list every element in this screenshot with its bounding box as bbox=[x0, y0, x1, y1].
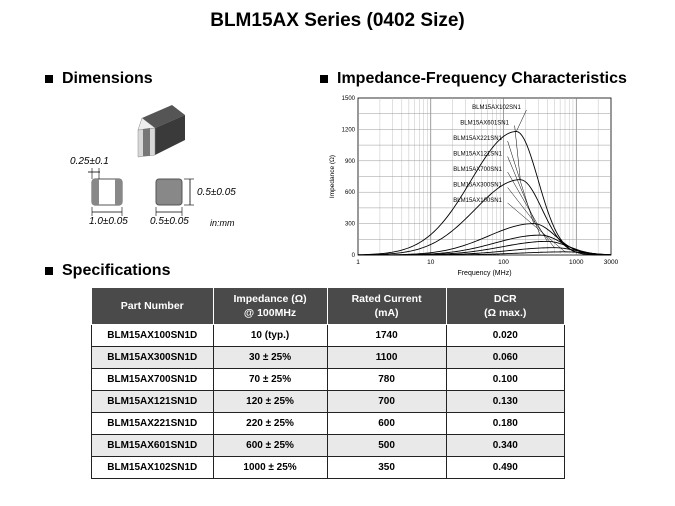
cell-impedance: 220 ± 25% bbox=[213, 413, 327, 435]
section-specifications bbox=[45, 262, 170, 280]
dimensions-drawing bbox=[60, 100, 260, 250]
bullet-square-icon bbox=[320, 75, 328, 83]
cell-part-number: BLM15AX121SN1D bbox=[92, 391, 214, 413]
header-impedance: Impedance (Ω) @ 100MHz bbox=[213, 288, 327, 325]
table-header-row bbox=[92, 288, 565, 325]
chart-y-tick-label: 600 bbox=[344, 190, 355, 197]
header-dcr: DCR (Ω max.) bbox=[446, 288, 564, 325]
cell-dcr: 0.020 bbox=[446, 325, 564, 347]
table-row bbox=[92, 435, 565, 457]
bullet-square-icon bbox=[45, 267, 53, 275]
cell-part-number: BLM15AX700SN1D bbox=[92, 369, 214, 391]
chart-series-label: BLM15AX221SN1 bbox=[453, 136, 502, 142]
chip-3d-icon bbox=[138, 105, 185, 157]
header-rated-current: Rated Current (mA) bbox=[327, 288, 446, 325]
cell-rated-current: 350 bbox=[327, 457, 446, 479]
table-row bbox=[92, 457, 565, 479]
cell-part-number: BLM15AX601SN1D bbox=[92, 435, 214, 457]
chart-y-tick-label: 900 bbox=[344, 158, 355, 165]
cell-impedance: 70 ± 25% bbox=[213, 369, 327, 391]
section-dimensions-label: Dimensions bbox=[62, 70, 153, 87]
cell-rated-current: 1100 bbox=[327, 347, 446, 369]
cell-rated-current: 700 bbox=[327, 391, 446, 413]
dim-length-label: 1.0±0.05 bbox=[89, 216, 128, 227]
chart-y-tick-label: 0 bbox=[351, 253, 355, 259]
dim-height-label: 0.5±0.05 bbox=[197, 187, 236, 198]
cell-part-number: BLM15AX100SN1D bbox=[92, 325, 214, 347]
dim-width-label: 0.5±0.05 bbox=[150, 216, 189, 227]
section-specifications-label: Specifications bbox=[62, 262, 171, 279]
table-row bbox=[92, 325, 565, 347]
cell-part-number: BLM15AX102SN1D bbox=[92, 457, 214, 479]
table-row bbox=[92, 369, 565, 391]
cell-impedance: 10 (typ.) bbox=[213, 325, 327, 347]
cell-rated-current: 600 bbox=[327, 413, 446, 435]
cell-rated-current: 500 bbox=[327, 435, 446, 457]
page-title: BLM15AX Series (0402 Size) bbox=[210, 10, 465, 31]
header-part-number: Part Number bbox=[92, 288, 214, 325]
chart-x-tick-label: 3000 bbox=[603, 259, 619, 266]
cell-dcr: 0.100 bbox=[446, 369, 564, 391]
cell-part-number: BLM15AX300SN1D bbox=[92, 347, 214, 369]
cell-dcr: 0.130 bbox=[446, 391, 564, 413]
chart-series-label: BLM15AX100SN1 bbox=[453, 198, 502, 204]
dim-gap-label: 0.25±0.1 bbox=[70, 156, 109, 167]
table-row bbox=[92, 413, 565, 435]
chip-end-view bbox=[156, 179, 182, 205]
chart-y-axis-label: Impedance (Ω) bbox=[329, 154, 336, 199]
chart-x-tick-label: 100 bbox=[498, 259, 509, 266]
cell-dcr: 0.180 bbox=[446, 413, 564, 435]
table-row bbox=[92, 391, 565, 413]
chart-x-tick-label: 1 bbox=[356, 259, 360, 266]
cell-rated-current: 780 bbox=[327, 369, 446, 391]
cell-impedance: 120 ± 25% bbox=[213, 391, 327, 413]
chart-x-tick-label: 1000 bbox=[569, 259, 584, 266]
dim-unit-label: in:mm bbox=[210, 218, 235, 228]
chart-series-label: BLM15AX300SN1 bbox=[453, 182, 502, 189]
cell-dcr: 0.060 bbox=[446, 347, 564, 369]
chart-series-label: BLM15AX102SN1 bbox=[472, 105, 521, 111]
chart-y-tick-label: 1200 bbox=[341, 127, 355, 134]
chart-y-tick-label: 1500 bbox=[341, 96, 355, 102]
chip-side-view bbox=[92, 179, 122, 205]
chart-x-tick-label: 10 bbox=[427, 259, 435, 266]
cell-dcr: 0.490 bbox=[446, 457, 564, 479]
specifications-table bbox=[91, 287, 565, 479]
cell-part-number: BLM15AX221SN1D bbox=[92, 413, 214, 435]
table-row bbox=[92, 347, 565, 369]
cell-impedance: 1000 ± 25% bbox=[213, 457, 327, 479]
chart-x-axis-label: Frequency (MHz) bbox=[457, 270, 512, 277]
chart-series-label: BLM15AX700SN1 bbox=[453, 167, 502, 173]
impedance-chart bbox=[318, 90, 663, 282]
section-impedance-label: Impedance-Frequency Characteristics bbox=[337, 70, 627, 87]
cell-rated-current: 1740 bbox=[327, 325, 446, 347]
cell-impedance: 600 ± 25% bbox=[213, 435, 327, 457]
chart-series-label: BLM15AX601SN1 bbox=[460, 120, 509, 127]
section-dimensions bbox=[45, 70, 153, 88]
cell-dcr: 0.340 bbox=[446, 435, 564, 457]
section-impedance bbox=[320, 70, 627, 88]
chart-series-label: BLM15AX121SN1 bbox=[453, 151, 502, 158]
chart-y-tick-label: 300 bbox=[344, 221, 355, 228]
bullet-square-icon bbox=[45, 75, 53, 83]
cell-impedance: 30 ± 25% bbox=[213, 347, 327, 369]
